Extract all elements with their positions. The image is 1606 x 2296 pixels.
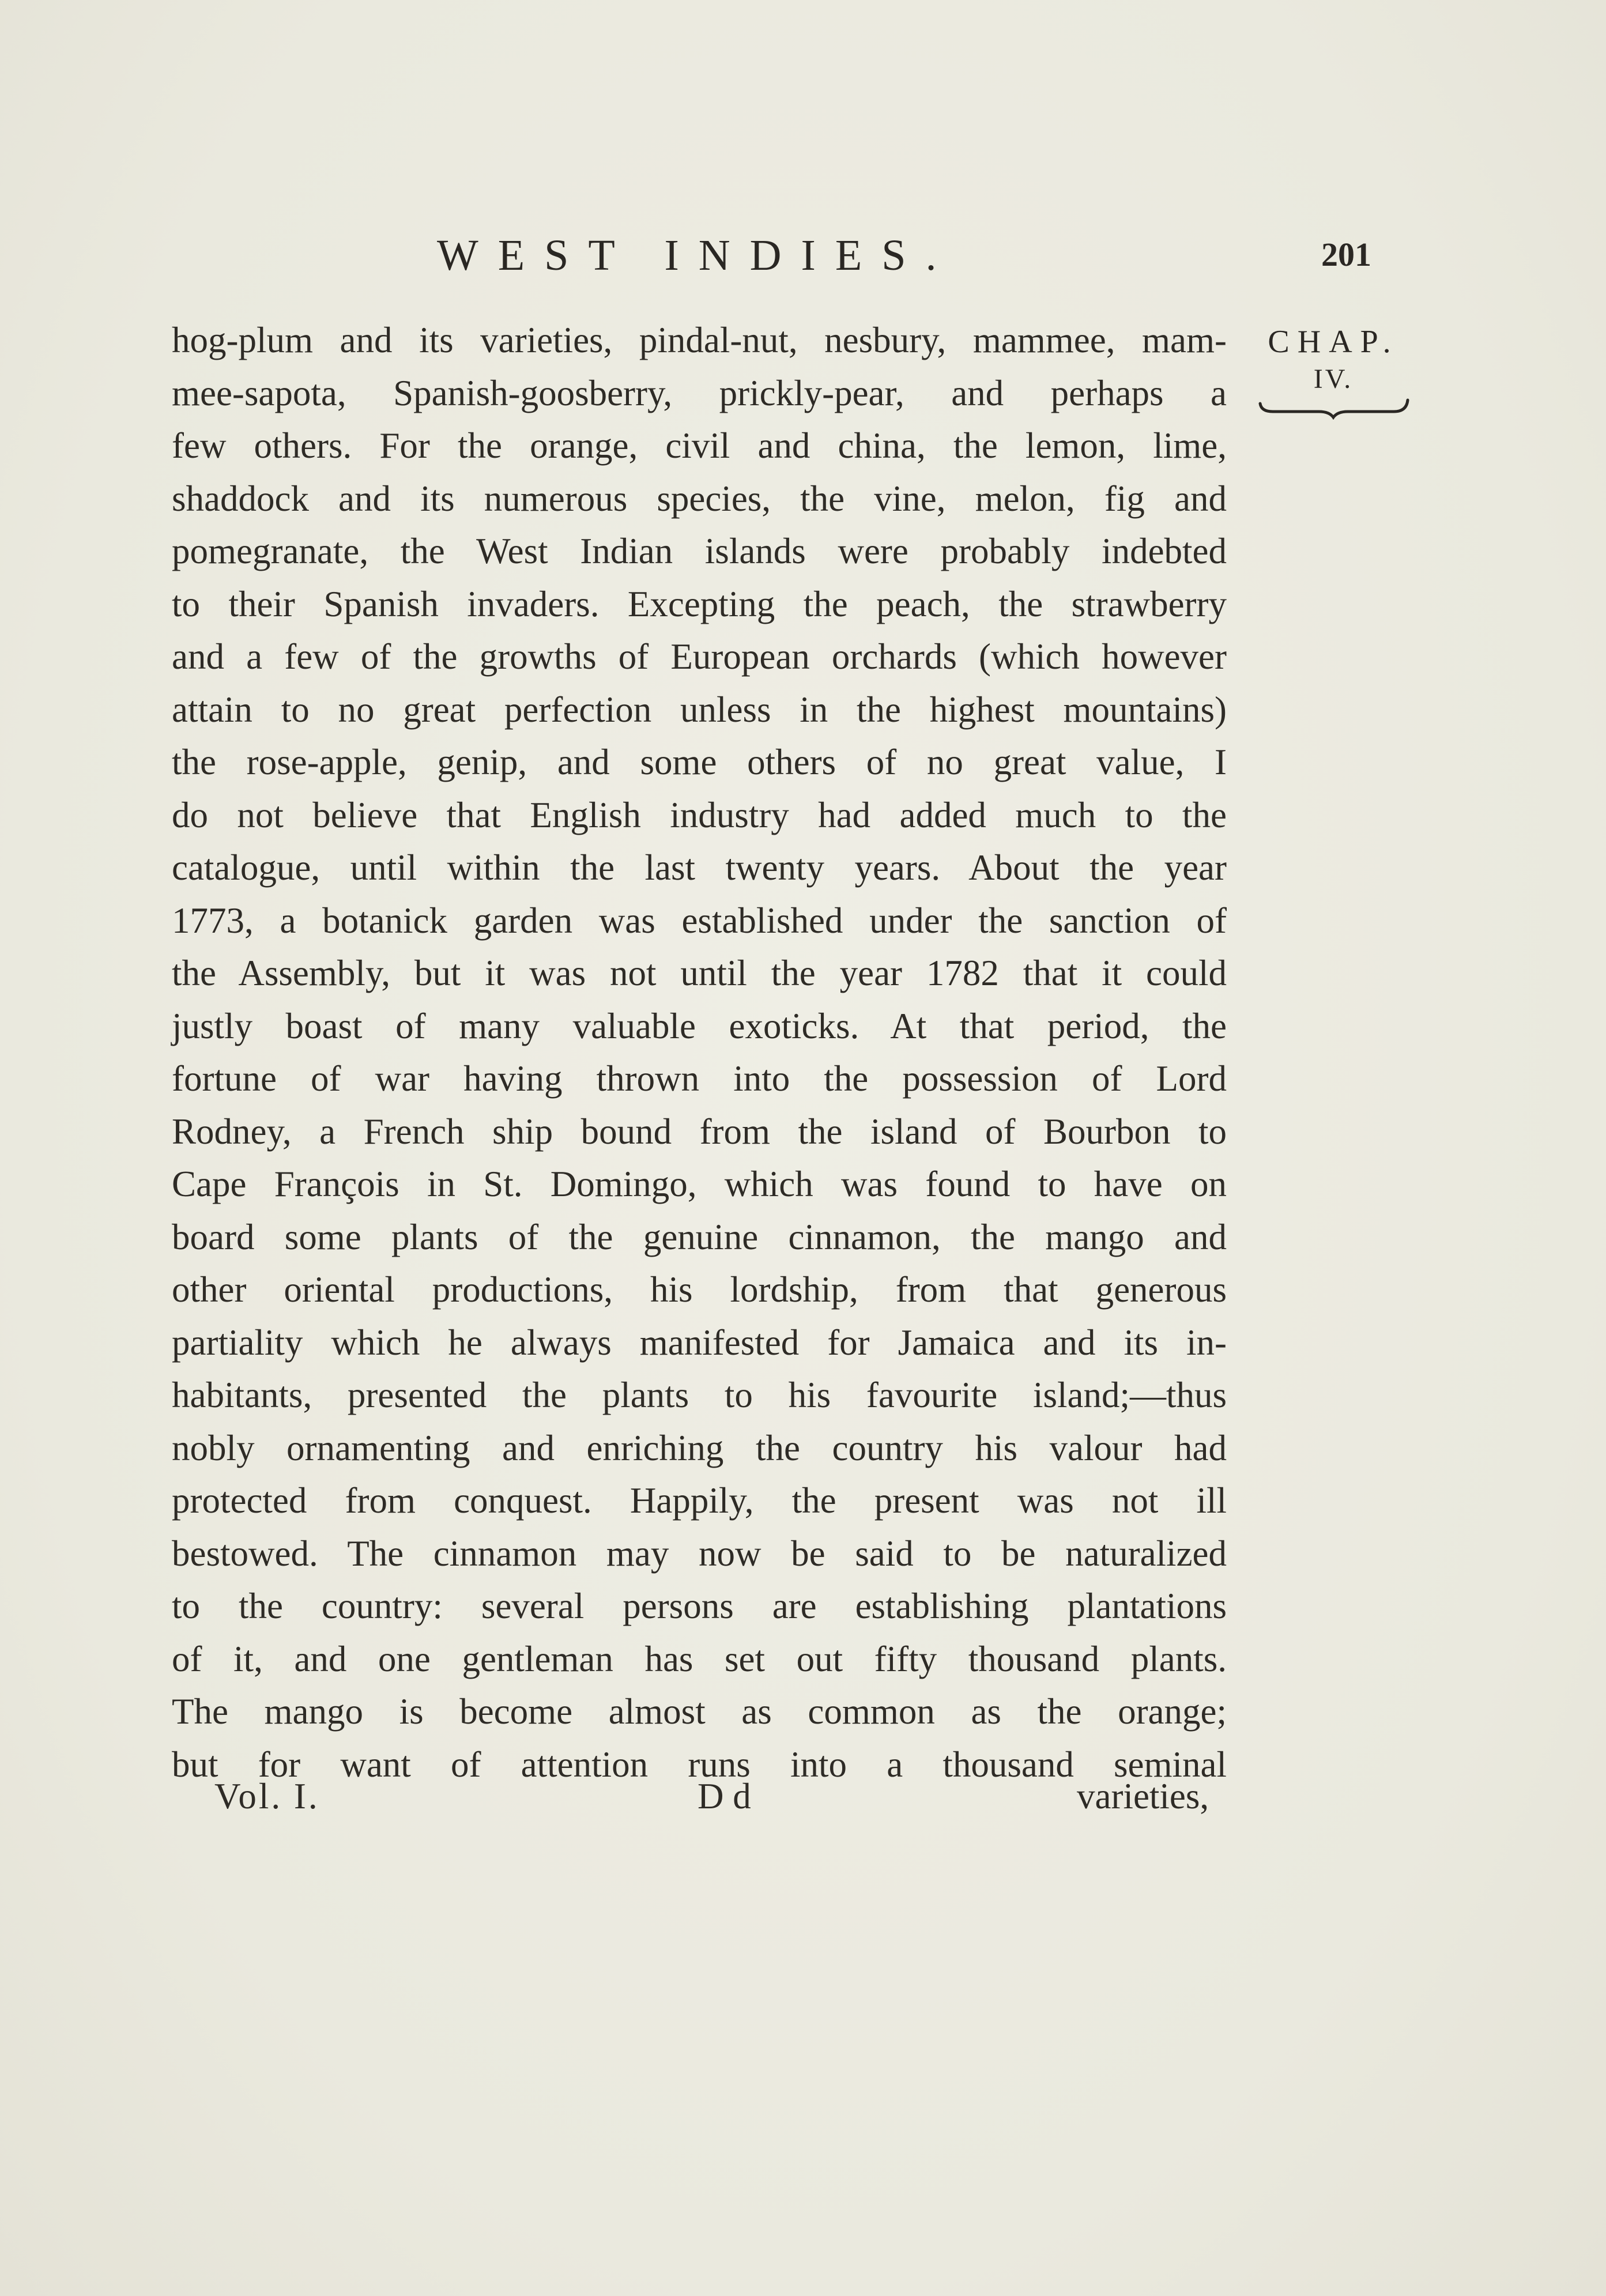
- text-line: other oriental productions, his lordship, from that generous: [172, 1269, 1227, 1310]
- text-line: the rose-apple, genip, and some others of no great value, I: [172, 742, 1227, 782]
- text-line: to the country: several persons are establishing plantations: [172, 1586, 1227, 1626]
- text-line: Rodney, a French ship bound from the island of Bourbon to: [172, 1111, 1227, 1152]
- text-line: protected from conquest. Happily, the present was not ill: [172, 1480, 1227, 1521]
- text-line: The mango is become almost as common as the orange;: [172, 1691, 1227, 1732]
- text-line: to their Spanish invaders. Excepting the peach, the strawberry: [172, 583, 1227, 624]
- page-footer: [0, 1775, 1606, 1827]
- text-line: of it, and one gentleman has set out fifty thousand plants.: [172, 1638, 1227, 1679]
- margin-chapter-label: CHAP.: [1268, 324, 1399, 360]
- text-line: attain to no great perfection unless in the highest mountains): [172, 689, 1227, 730]
- page-number: 201: [1321, 236, 1371, 273]
- text-line: partiality which he always manifested for Jamaica and its in-: [172, 1322, 1227, 1363]
- brace-ornament-icon: [1256, 397, 1411, 420]
- signature-mark: D d: [698, 1776, 751, 1816]
- text-line: fortune of war having thrown into the possession of Lord: [172, 1058, 1227, 1099]
- text-line: the Assembly, but it was not until the year 1782 that it could: [172, 953, 1227, 993]
- text-line: justly boast of many valuable exoticks. At that period, the: [172, 1005, 1227, 1046]
- text-line: mee-sapota, Spanish-goosberry, prickly-pear, and perhaps a: [172, 372, 1227, 413]
- text-line: few others. For the orange, civil and china, the lemon, lime,: [172, 425, 1227, 466]
- text-line: but for want of attention runs into a thousand seminal: [172, 1744, 1227, 1785]
- text-line: board some plants of the genuine cinnamon, the mango and: [172, 1216, 1227, 1257]
- body-text: [172, 314, 1227, 1791]
- text-line: nobly ornamenting and enriching the country his valour had: [172, 1427, 1227, 1468]
- margin-chapter-number: IV.: [1313, 364, 1354, 394]
- text-line: Cape François in St. Domingo, which was found to have on: [172, 1164, 1227, 1204]
- text-line: pomegranate, the West Indian islands were probably indebted: [172, 531, 1227, 571]
- text-line: and a few of the growths of European orchards (which however: [172, 636, 1227, 677]
- text-line: shaddock and its numerous species, the vine, melon, fig and: [172, 478, 1227, 519]
- margin-note: [1256, 322, 1411, 420]
- text-line: bestowed. The cinnamon may now be said to be naturalized: [172, 1533, 1227, 1574]
- text-line: catalogue, until within the last twenty years. About the year: [172, 847, 1227, 888]
- running-head: WEST INDIES.: [437, 231, 956, 280]
- text-line: do not believe that English industry had added much to the: [172, 794, 1227, 835]
- catchword: varieties,: [1077, 1776, 1209, 1816]
- text-line: habitants, presented the plants to his favourite island;—thus: [172, 1375, 1227, 1415]
- text-line: hog-plum and its varieties, pindal-nut, nesbury, mammee, mam-: [172, 320, 1227, 360]
- text-line: 1773, a botanick garden was established under the sanction of: [172, 900, 1227, 941]
- volume-label: Vol. I.: [214, 1776, 320, 1816]
